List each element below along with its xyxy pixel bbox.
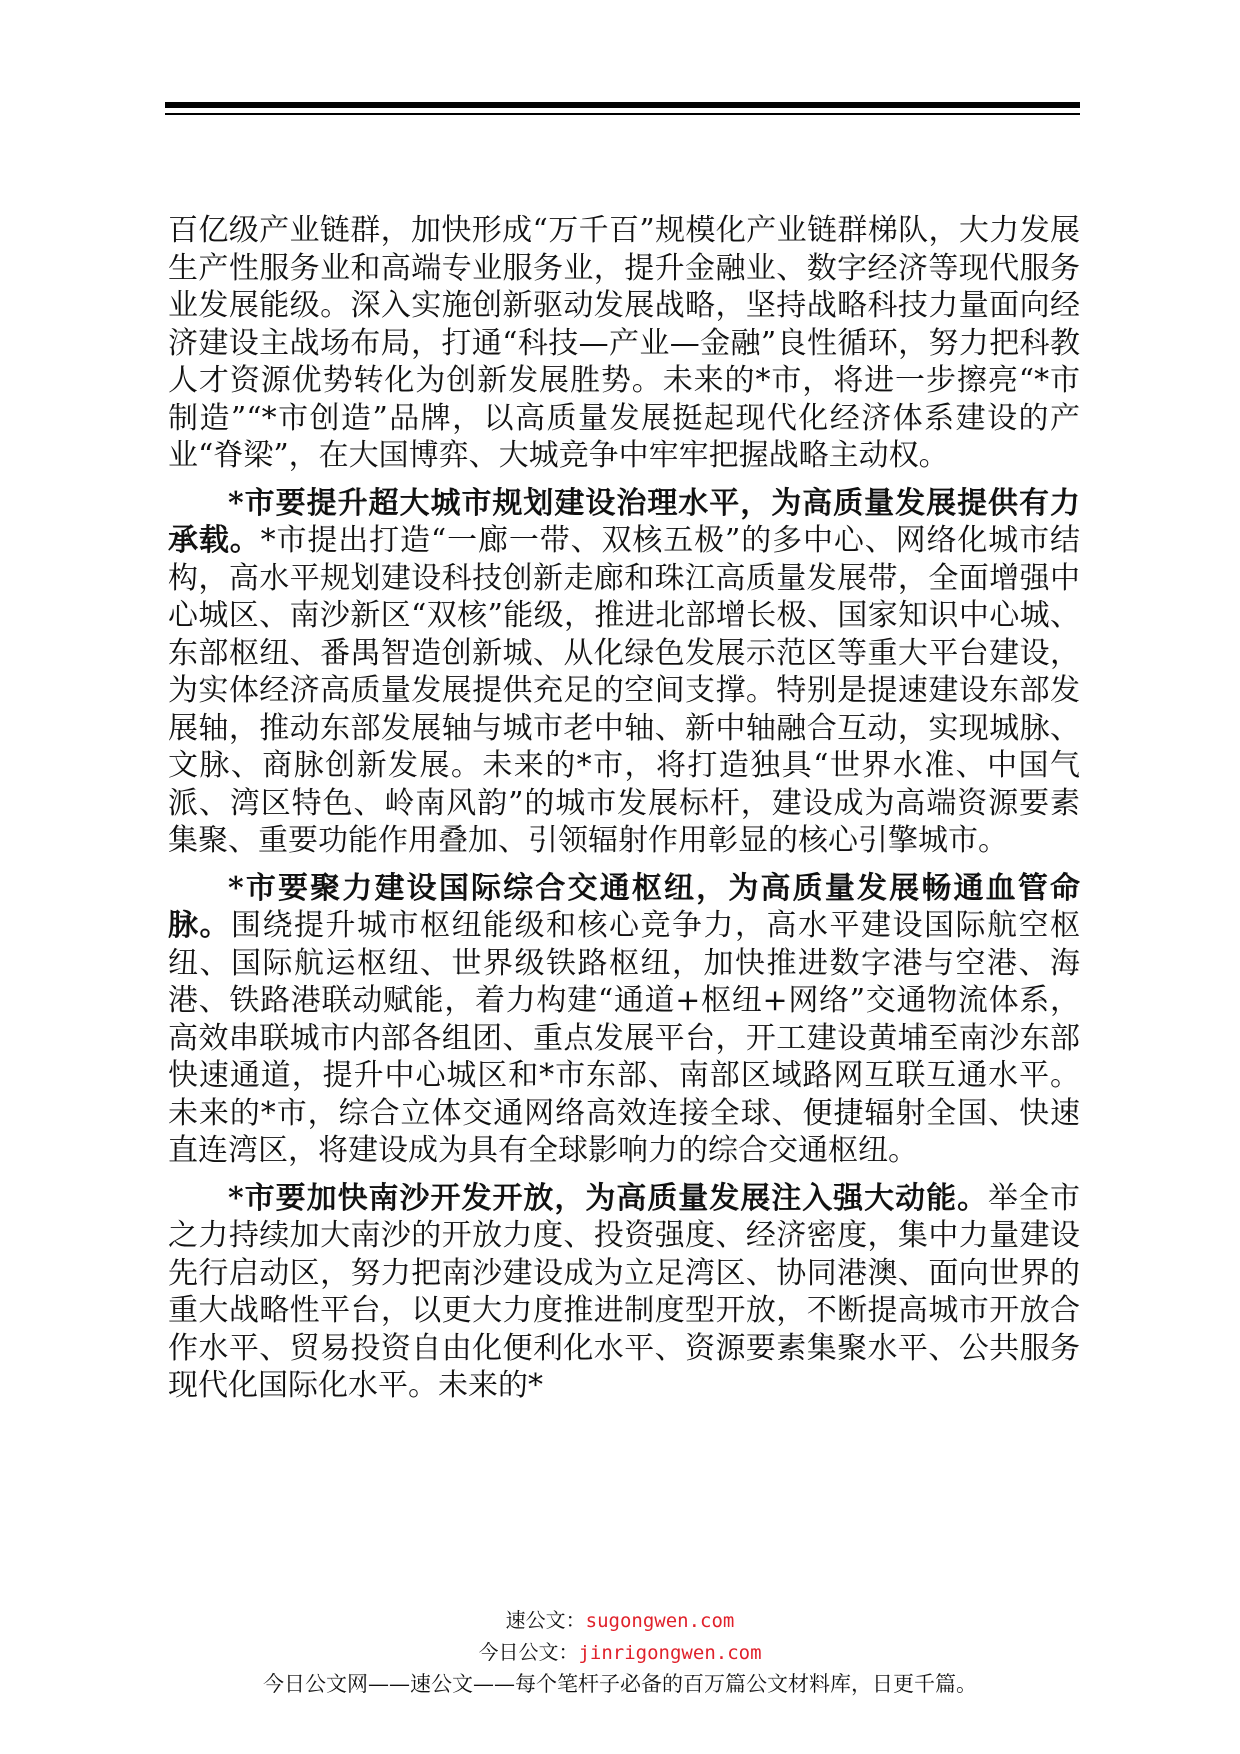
paragraph-3: [168, 870, 1080, 1170]
paragraph-text: 举全市之力持续加大南沙的开放力度、投资强度、经济密度，集中力量建设先行启动区，努力把南沙建设成为立足湾区、协同港澳、面向世界的重大战略性平台，以更大力度推进制度型开放，不断提高城市开放合作水平、贸易投资自由化便利化水平、资源要素集聚水平、公共服务现代化国际化水平。未来的*: [168, 1180, 1080, 1403]
paragraph-heading: *市要聚力建设国际综合交通枢纽，为高质量发展畅通血管命脉。: [168, 870, 1080, 943]
paragraph-heading: *市要提升超大城市规划建设治理水平，为高质量发展提供有力承载。: [168, 485, 1080, 558]
paragraph-text: 百亿级产业链群，加快形成“万千百”规模化产业链群梯队，大力发展生产性服务业和高端专业服务业，提升金融业、数字经济等现代服务业发展能级。深入实施创新驱动发展战略，坚持战略科技力量面向经济建设主战场布局，打通“科技—产业—金融”良性循环，努力把科教人才资源优势转化为创新发展胜势。未来的*市，将进一步擦亮“*市制造”“*市创造”品牌，以高质量发展挺起现代化经济体系建设的产业“脊梁”，在大国博弈、大城竞争中牢牢把握战略主动权。: [168, 213, 1080, 473]
footer-tagline: 今日公文网——速公文——每个笔杆子必备的百万篇公文材料库，日更千篇。: [263, 1672, 977, 1696]
paragraph-text: *市提出打造“一廊一带、双核五极”的多中心、网络化城市结构，高水平规划建设科技创新走廊和珠江高质量发展带，全面增强中心城区、南沙新区“双核”能级，推进北部增长极、国家知识中心城、东部枢纽、番禺智造创新城、从化绿色发展示范区等重大平台建设，为实体经济高质量发展提供充足的空间支撑。特别是提速建设东部发展轴，推动东部发展轴与城市老中轴、新中轴融合互动，实现城脉、文脉、商脉创新发展。未来的*市，将打造独具“世界水准、中国气派、湾区特色、岭南风韵”的城市发展标杆，建设成为高端资源要素集聚、重要功能作用叠加、引领辐射作用彰显的核心引擎城市。: [168, 523, 1080, 858]
paragraph-4: [168, 1180, 1080, 1405]
paragraph-2: [168, 485, 1080, 860]
footer-label: 今日公文：: [478, 1640, 579, 1664]
paragraph-text: 围绕提升城市枢纽能级和核心竞争力，高水平建设国际航空枢纽、国际航运枢纽、世界级铁路枢纽，加快推进数字港与空港、海港、铁路港联动赋能，着力构建“通道+枢纽+网络”交通物流体系，高效串联城市内部各组团、重点发展平台，开工建设黄埔至南沙东部快速通道，提升中心城区和*市东部、南部区域路网互联互通水平。未来的*市，综合立体交通网络高效连接全球、便捷辐射全国、快速直连湾区，将建设成为具有全球影响力的综合交通枢纽。: [168, 908, 1080, 1168]
paragraph-1: [168, 212, 1080, 475]
footer-link-jinrigongwen[interactable]: jinrigongwen.com: [578, 1642, 762, 1664]
footer-label: 速公文：: [505, 1608, 586, 1632]
document-body: [168, 212, 1080, 1415]
footer-link-sugongwen[interactable]: sugongwen.com: [585, 1610, 735, 1632]
header-rule-thin: [165, 113, 1080, 115]
footer-jinrigongwen: [0, 1636, 1240, 1665]
footer-sugongwen: [0, 1604, 1240, 1633]
header-rule-thick: [165, 102, 1080, 108]
paragraph-heading: *市要加快南沙开发开放，为高质量发展注入强大动能。: [228, 1180, 989, 1216]
